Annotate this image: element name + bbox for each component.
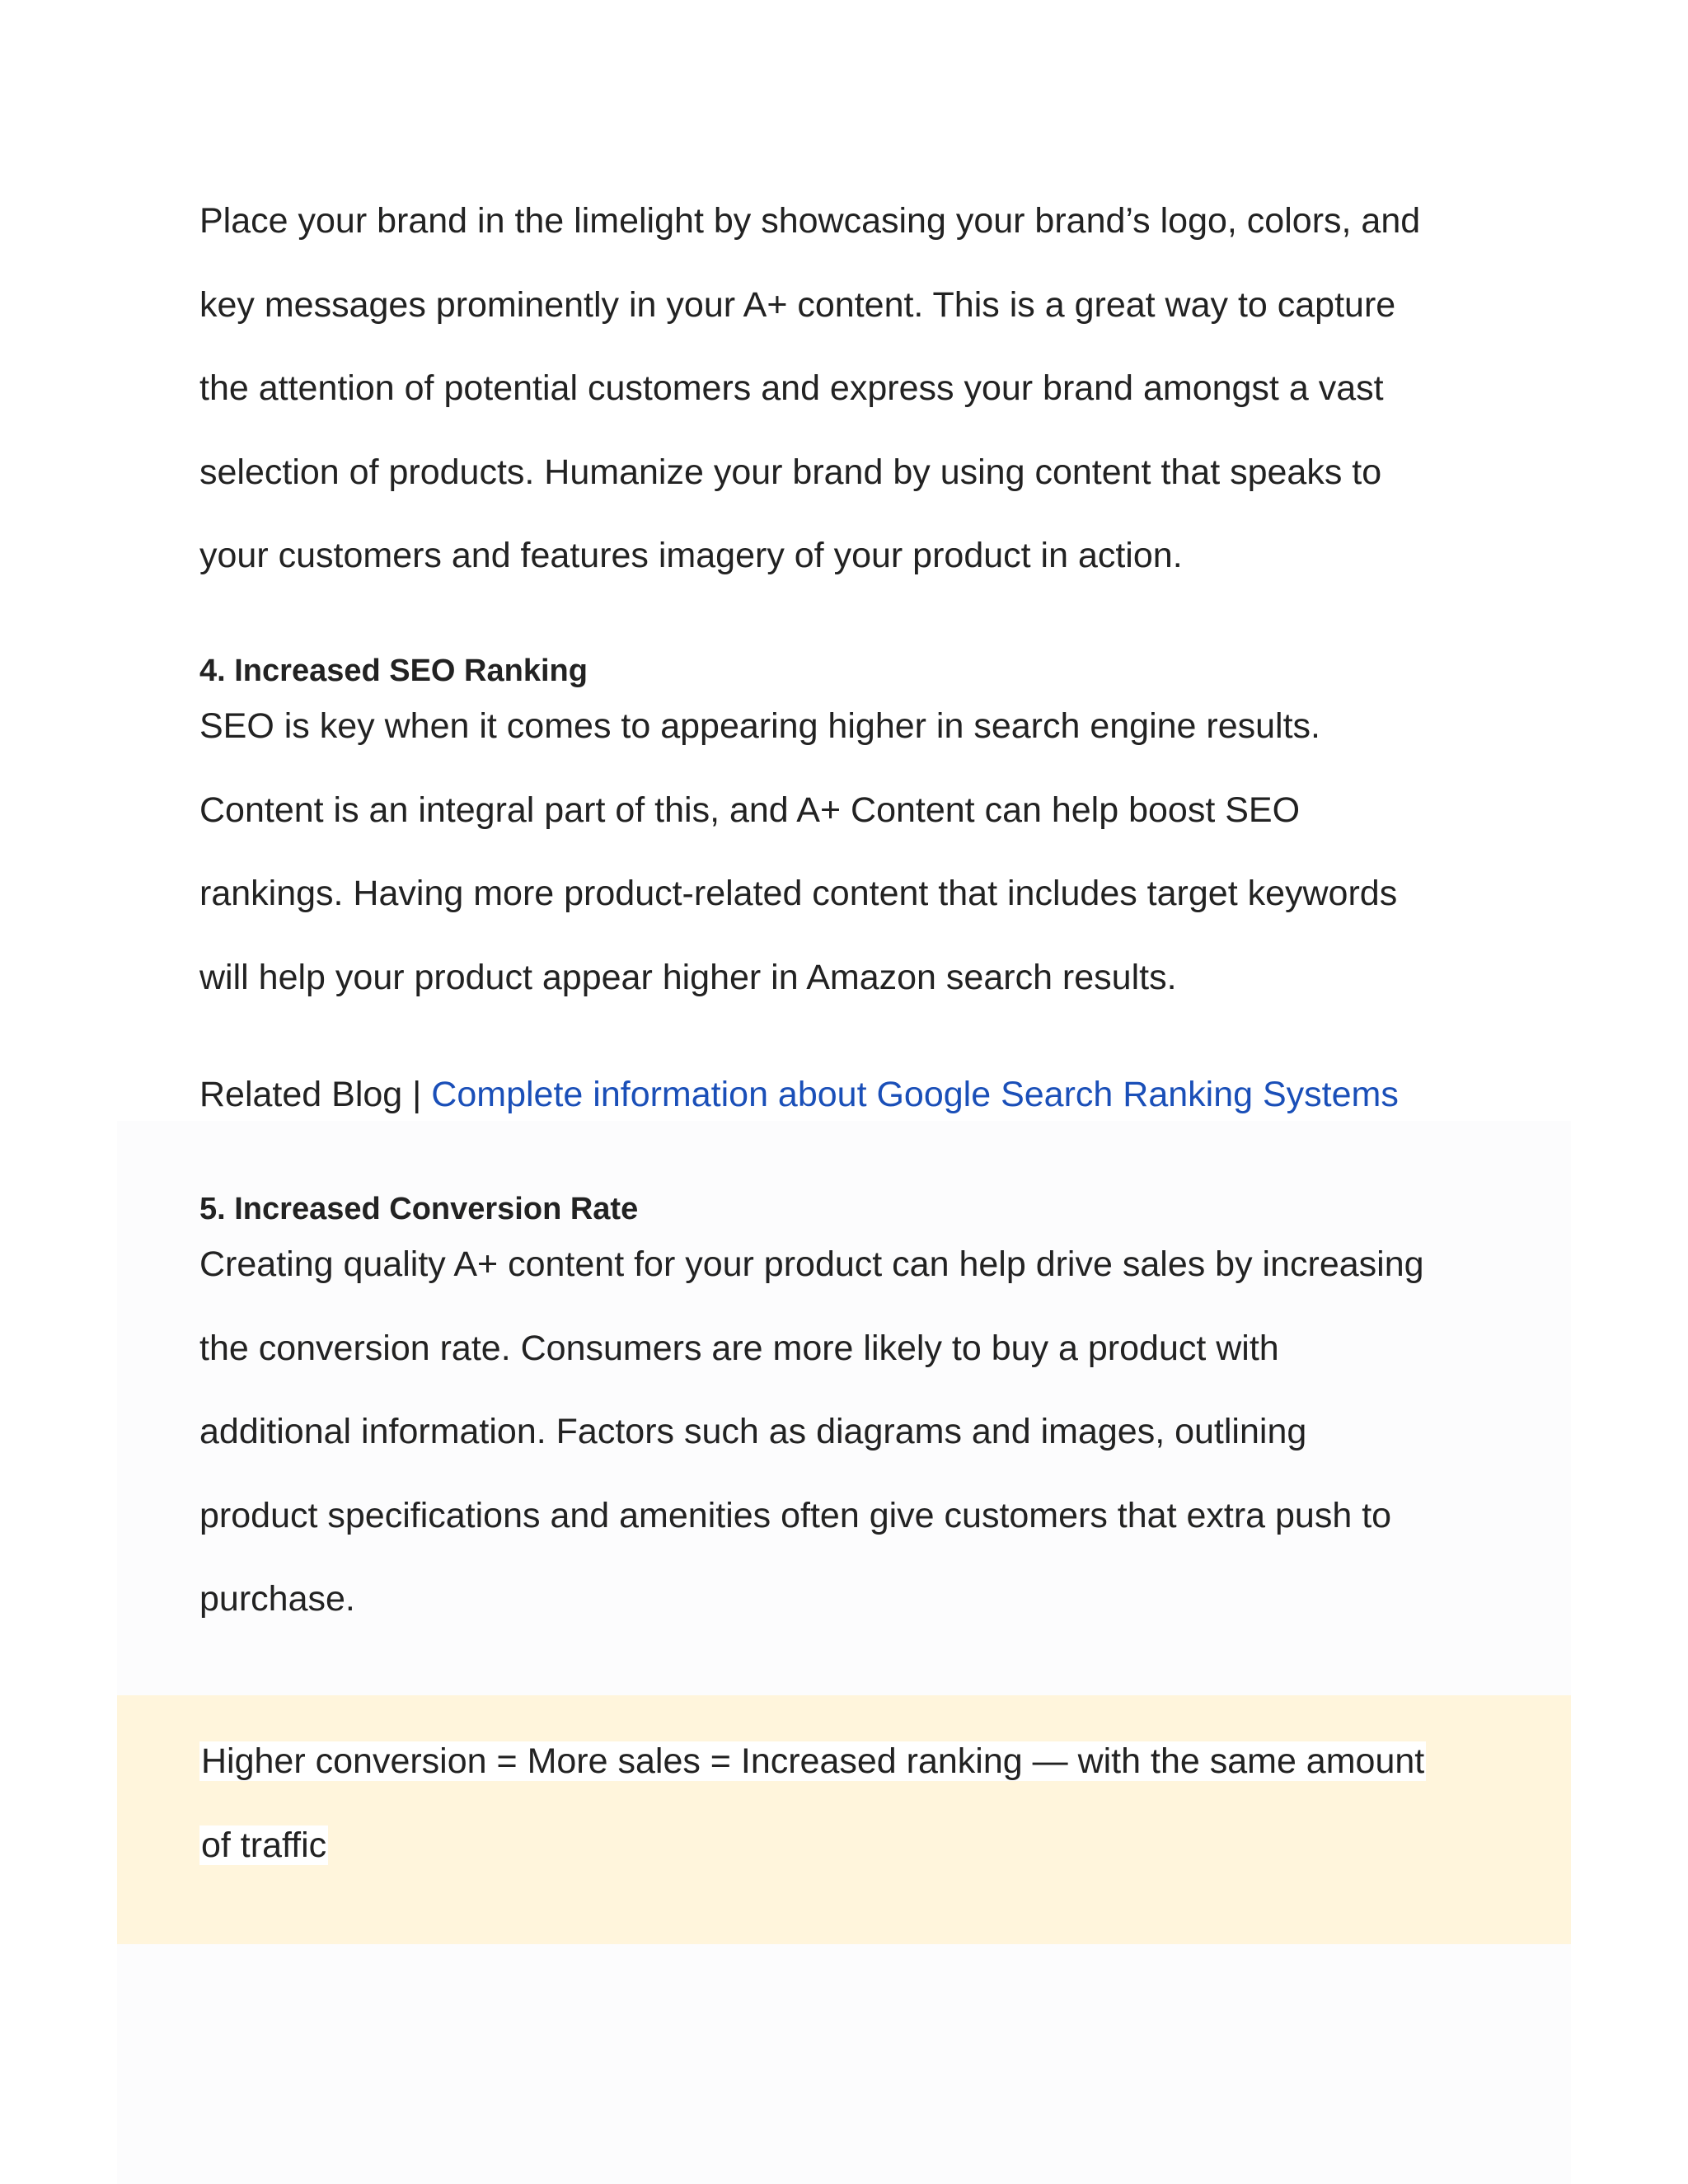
paragraph-conversion xyxy=(199,1223,1518,1642)
paragraph-line: will help your product appear higher in Amazon search results. xyxy=(199,957,1177,997)
paragraph-seo xyxy=(199,685,1518,1019)
paragraph-line: rankings. Having more product-related content that includes target keywords xyxy=(199,874,1398,913)
related-blog-prefix: Related Blog | xyxy=(199,1075,432,1114)
section-heading-conversion: 5. Increased Conversion Rate xyxy=(199,1192,639,1226)
paragraph-line: selection of products. Humanize your brand by using content that speaks to xyxy=(199,452,1382,492)
callout-line: Higher conversion = More sales = Increased ranking — with the same amount xyxy=(201,1741,1425,1781)
callout-line: of traffic xyxy=(201,1825,327,1865)
related-blog-link[interactable]: Complete information about Google Search Ranking Systems xyxy=(431,1075,1399,1114)
paragraph-line: your customers and features imagery of your product in action. xyxy=(199,536,1183,575)
paragraph-brand xyxy=(199,180,1518,598)
paragraph-line: SEO is key when it comes to appearing higher in search engine results. xyxy=(199,706,1321,746)
paragraph-line: Place your brand in the limelight by showcasing your brand’s logo, colors, and xyxy=(199,201,1421,241)
paragraph-line: purchase. xyxy=(199,1579,355,1619)
paragraph-line: the attention of potential customers and express your brand amongst a vast xyxy=(199,368,1384,408)
paragraph-line: the conversion rate. Consumers are more likely to buy a product with xyxy=(199,1328,1279,1368)
paragraph-line: Content is an integral part of this, and A+ Content can help boost SEO xyxy=(199,790,1301,830)
paragraph-line: product specifications and amenities often give customers that extra push to xyxy=(199,1495,1392,1535)
callout-text xyxy=(199,1720,1426,1887)
paragraph-line: Creating quality A+ content for your product can help drive sales by increasing xyxy=(199,1244,1424,1284)
section-heading-seo: 4. Increased SEO Ranking xyxy=(199,654,588,688)
paragraph-line: additional information. Factors such as diagrams and images, outlining xyxy=(199,1412,1307,1451)
paragraph-line: key messages prominently in your A+ content. This is a great way to capture xyxy=(199,284,1396,325)
related-blog xyxy=(199,1070,1399,1119)
